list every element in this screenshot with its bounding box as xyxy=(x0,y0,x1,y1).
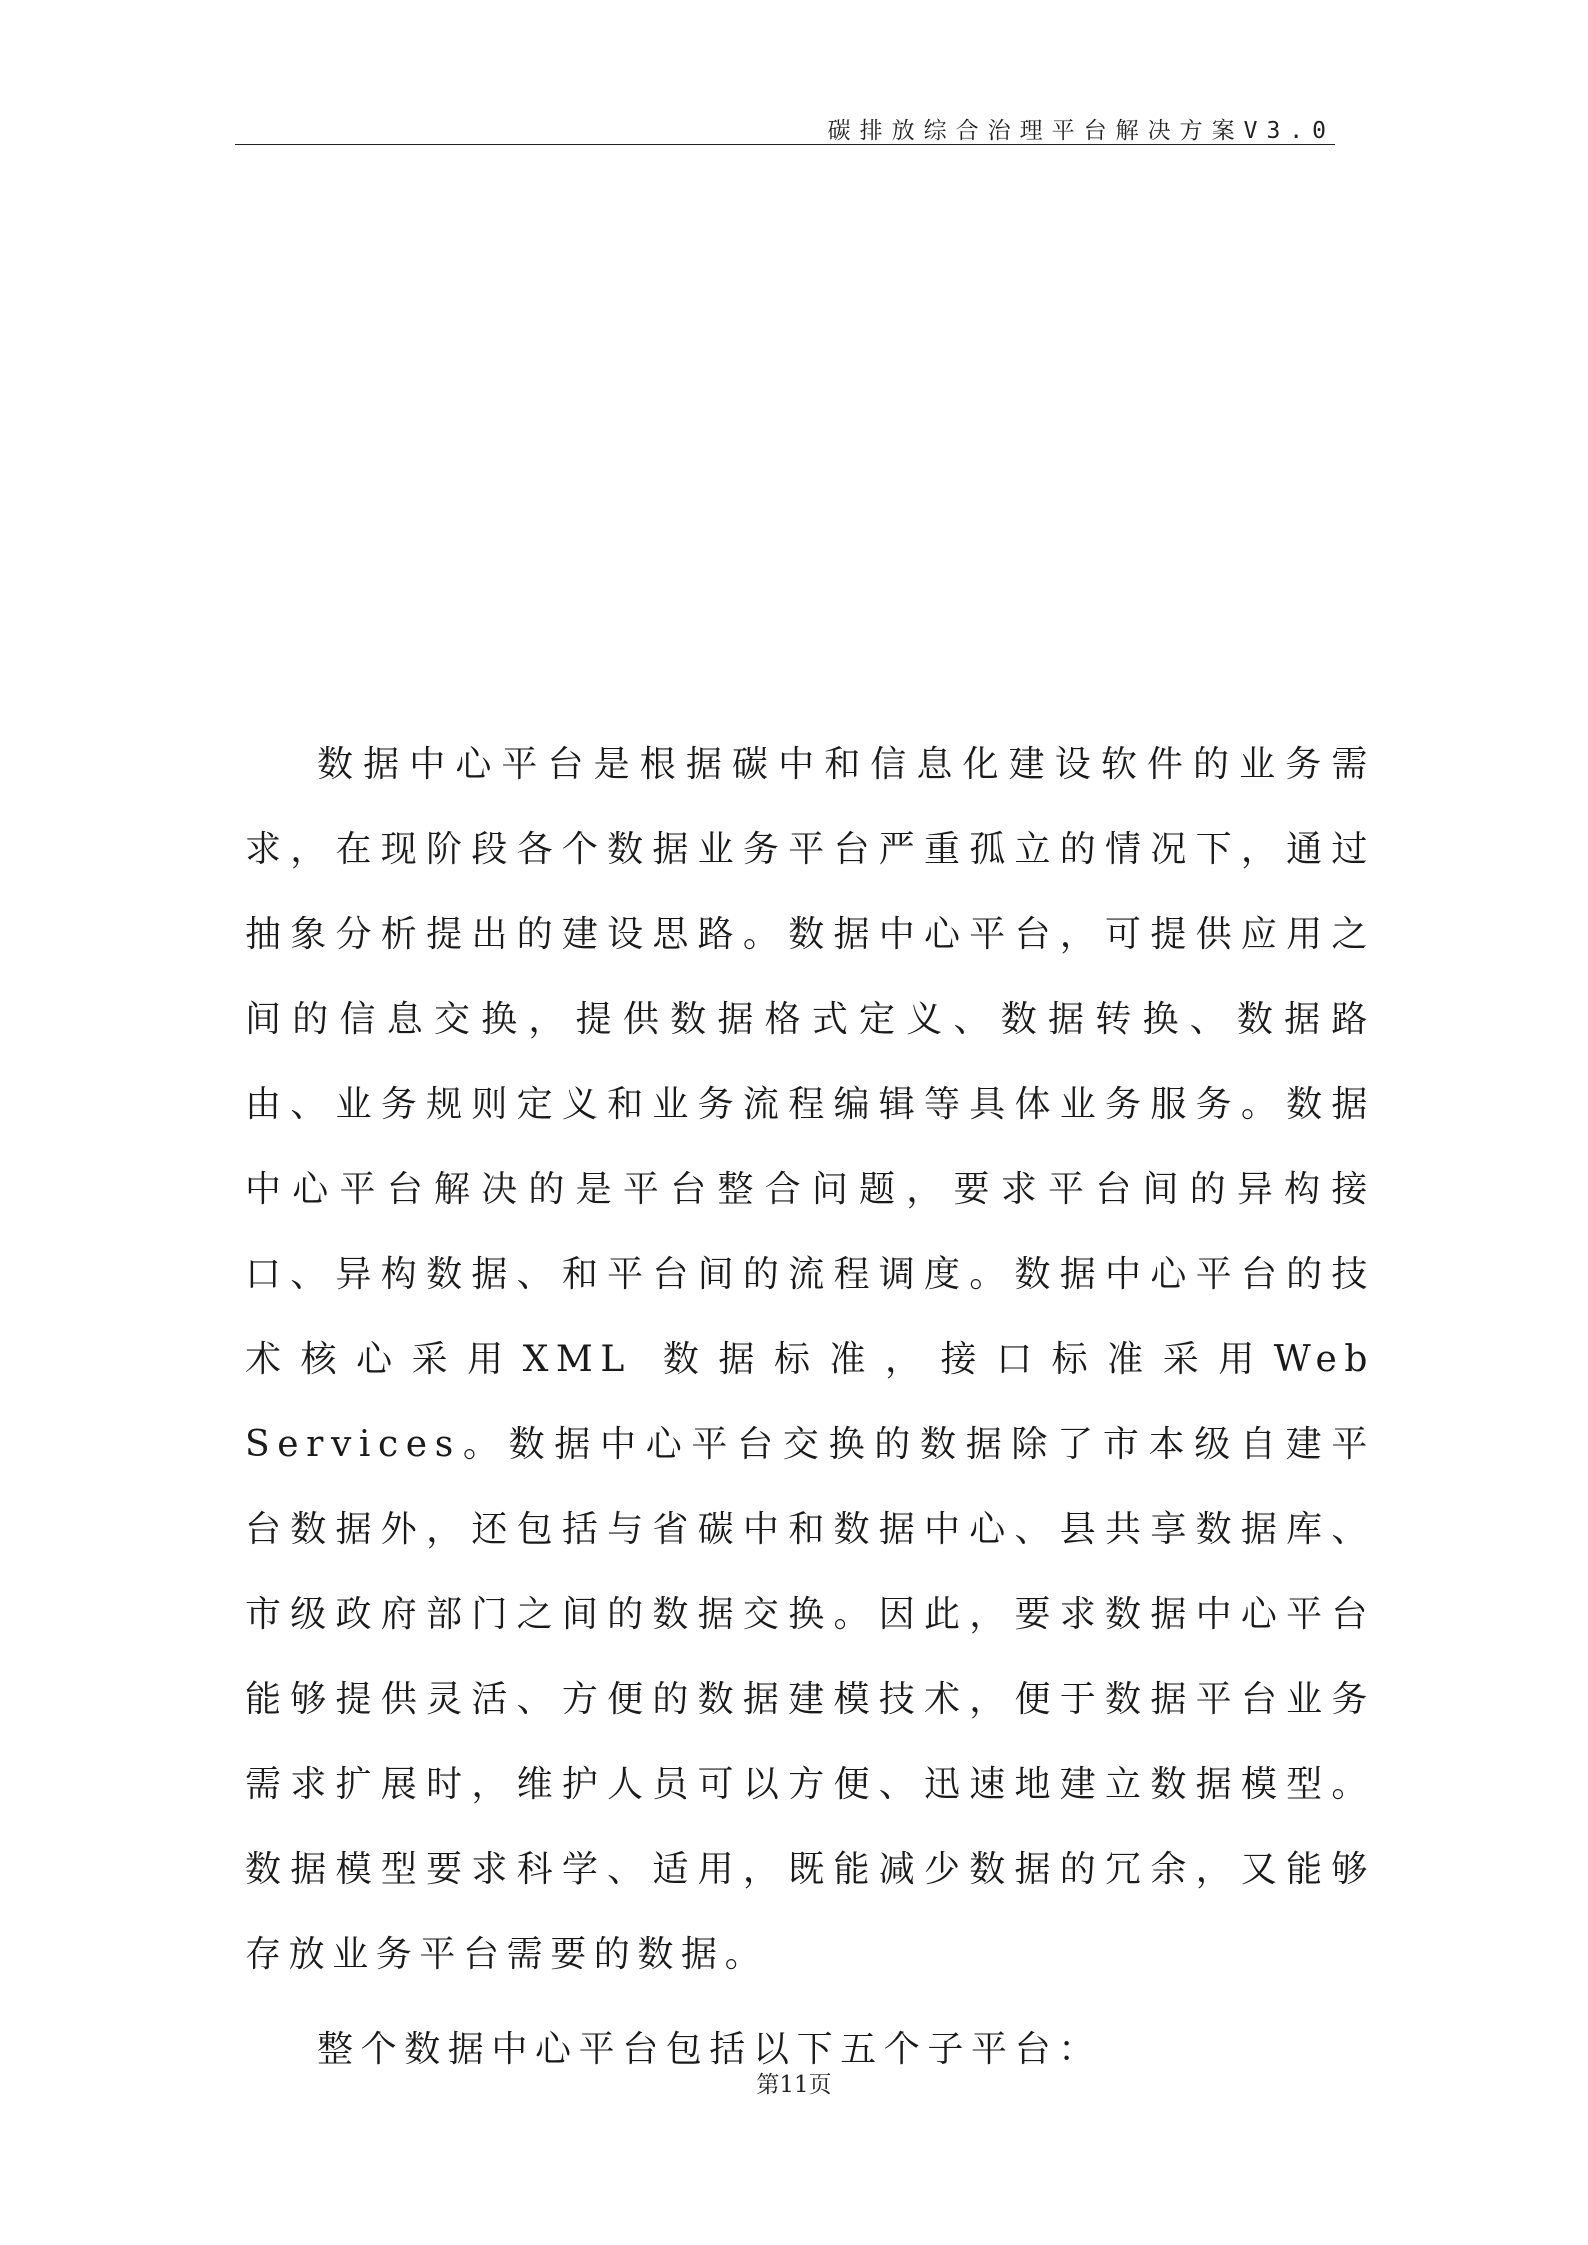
page-header xyxy=(235,108,1335,145)
page-number: 第11页 xyxy=(756,2072,832,2098)
document-title: 碳排放综合治理平台解决方案V3.0 xyxy=(827,118,1335,144)
body-paragraph: 整个数据中心平台包括以下五个子平台： xyxy=(317,2029,1102,2070)
body-paragraph: 数据中心平台是根据碳中和信息化建设软件的业务需求，在现阶段各个数据业务平台严重孤立的情况下，通过抽象分析提出的建设思路。数据中心平台，可提供应用之间的信息交换，提供数据格式定义、数据转换、数据路由、业务规则定义和业务流程编辑等具体业务服务。数据中心平台解决的是平台整合问题，要求平台间的异构接口、异构数据、和平台间的流程调度。数据中心平台的技术核心采用XML 数据标准，接口标准采用Web Services。数据中心平台交换的数据除了市本级自建平台数据外，还包括与省碳中和数据中心、县共享数据库、市级政府部门之间的数据交换。因此，要求数据中心平台能够提供灵活、方便的数据建模技术，便于数据平台业务需求扩展时，维护人员可以方便、迅速地建立数据模型。数据模型要求科学、适用，既能减少数据的冗余，又能够存放业务平台需要的数据。 xyxy=(245,744,1375,1975)
document-body xyxy=(245,722,1375,2092)
